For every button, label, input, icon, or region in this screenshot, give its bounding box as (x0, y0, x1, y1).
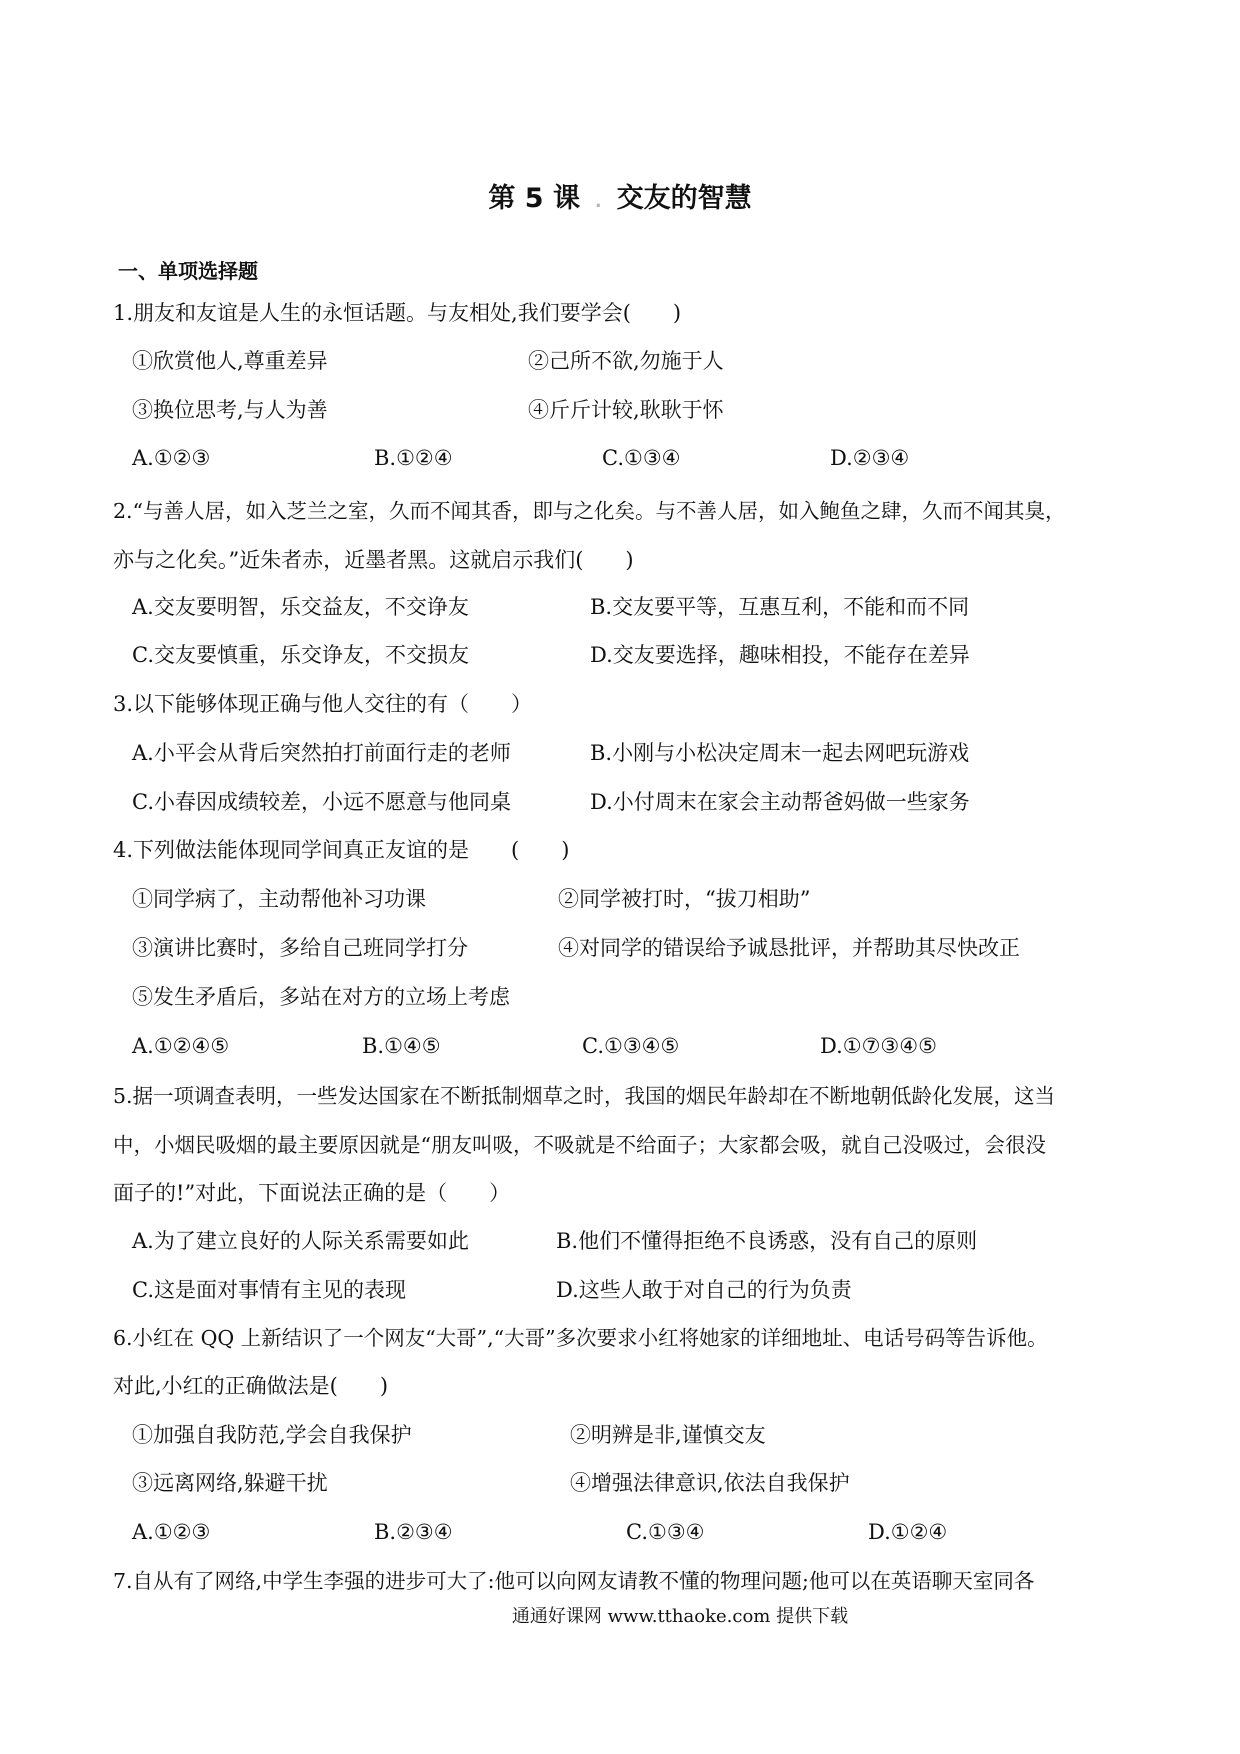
question-6-item-3: ③远离网络,躲避干扰 (132, 1471, 328, 1495)
title-separator: . (594, 183, 603, 214)
title-lesson-name: 交友的智慧 (616, 183, 752, 214)
question-4-item-1: ①同学病了，主动帮他补习功课 (132, 887, 426, 911)
question-1-item-1: ①欣赏他人,尊重差异 (132, 349, 328, 373)
question-6-choice-a: A.①②③ (132, 1520, 211, 1544)
question-6-choice-d: D.①②④ (868, 1520, 948, 1544)
question-5-choice-c: C.这是面对事情有主见的表现 (132, 1278, 406, 1302)
question-1-choice-d: D.②③④ (830, 446, 910, 470)
question-4-stem: 4.下列做法能体现同学间真正友谊的是 ( ) (113, 838, 570, 862)
question-2-stem-line-1: 2.“与善人居，如入芝兰之室，久而不闻其香，即与之化矣。与不善人居，如入鲍鱼之肆，久而不闻其臭， (113, 499, 1066, 523)
question-4-choice-a: A.①②④⑤ (132, 1034, 230, 1058)
question-5-stem-line-3: 面子的!”对此，下面说法正确的是（ ） (113, 1181, 511, 1205)
question-1-item-2: ②己所不欲,勿施于人 (528, 349, 724, 373)
question-3-stem: 3.以下能够体现正确与他人交往的有（ ） (113, 692, 533, 716)
question-2-choice-c: C.交友要慎重，乐交诤友，不交损友 (132, 643, 469, 667)
question-1-item-4: ④斤斤计较,耿耿于怀 (528, 398, 724, 422)
question-4-item-2: ②同学被打时，“拔刀相助” (558, 887, 811, 911)
question-3-choice-b: B.小刚与小松决定周末一起去网吧玩游戏 (590, 741, 970, 765)
question-2-stem-line-2: 亦与之化矣。”近朱者赤，近墨者黑。这就启示我们( ) (113, 548, 634, 572)
question-7-stem-line-1: 7.自从有了网络,中学生李强的进步可大了:他可以向网友请教不懂的物理问题;他可以在英语聊天室同各 (113, 1569, 1035, 1593)
question-6-choice-c: C.①③④ (626, 1520, 705, 1544)
question-6-stem-line-1: 6.小红在 QQ 上新结识了一个网友“大哥”,“大哥”多次要求小红将她家的详细地址、电话号码等告诉他。 (113, 1326, 1048, 1350)
question-4-item-4: ④对同学的错误给予诚恳批评，并帮助其尽快改正 (558, 936, 1020, 960)
question-5-choice-b: B.他们不懂得拒绝不良诱惑，没有自己的原则 (556, 1229, 978, 1253)
question-2-choice-a: A.交友要明智，乐交益友，不交诤友 (132, 595, 469, 619)
page-footer: 通通好课网 www.tthaoke.com 提供下载 (511, 1606, 849, 1627)
question-3-choice-a: A.小平会从背后突然拍打前面行走的老师 (132, 741, 511, 765)
question-4-item-5: ⑤发生矛盾后，多站在对方的立场上考虑 (132, 985, 510, 1009)
question-2-choice-d: D.交友要选择，趣味相投，不能存在差异 (590, 643, 970, 667)
question-1-item-3: ③换位思考,与人为善 (132, 398, 328, 422)
question-6-stem-line-2: 对此,小红的正确做法是( ) (113, 1374, 389, 1398)
question-5-choice-d: D.这些人敢于对自己的行为负责 (556, 1278, 852, 1302)
section-heading: 一、单项选择题 (118, 259, 258, 283)
question-6-item-1: ①加强自我防范,学会自我保护 (132, 1423, 412, 1447)
question-5-stem-line-1: 5.据一项调查表明，一些发达国家在不断抵制烟草之时，我国的烟民年龄却在不断地朝低龄化发展，这当 (113, 1084, 1056, 1108)
question-3-choice-d: D.小付周末在家会主动帮爸妈做一些家务 (590, 790, 970, 814)
question-6-item-4: ④增强法律意识,依法自我保护 (570, 1471, 850, 1495)
question-2-choice-b: B.交友要平等，互惠互利，不能和而不同 (590, 595, 970, 619)
question-4-choice-c: C.①③④⑤ (582, 1034, 680, 1058)
question-1-choice-c: C.①③④ (602, 446, 681, 470)
question-6-item-2: ②明辨是非,谨慎交友 (570, 1423, 766, 1447)
question-1-choice-b: B.①②④ (374, 446, 453, 470)
question-6-choice-b: B.②③④ (374, 1520, 453, 1544)
question-1-choice-a: A.①②③ (132, 446, 211, 470)
title-lesson-number: 第 5 课 (488, 183, 580, 214)
page-title (0, 176, 1240, 215)
question-4-choice-d: D.①⑦③④⑤ (820, 1034, 937, 1058)
question-3-choice-c: C.小春因成绩较差，小远不愿意与他同桌 (132, 790, 511, 814)
question-5-stem-line-2: 中，小烟民吸烟的最主要原因就是“朋友叫吸，不吸就是不给面子；大家都会吸，就自己没吸过，会很没 (113, 1133, 1046, 1157)
question-4-choice-b: B.①④⑤ (362, 1034, 441, 1058)
question-5-choice-a: A.为了建立良好的人际关系需要如此 (132, 1229, 469, 1253)
question-4-item-3: ③演讲比赛时，多给自己班同学打分 (132, 936, 468, 960)
question-1-stem: 1.朋友和友谊是人生的永恒话题。与友相处,我们要学会( ) (113, 301, 682, 325)
